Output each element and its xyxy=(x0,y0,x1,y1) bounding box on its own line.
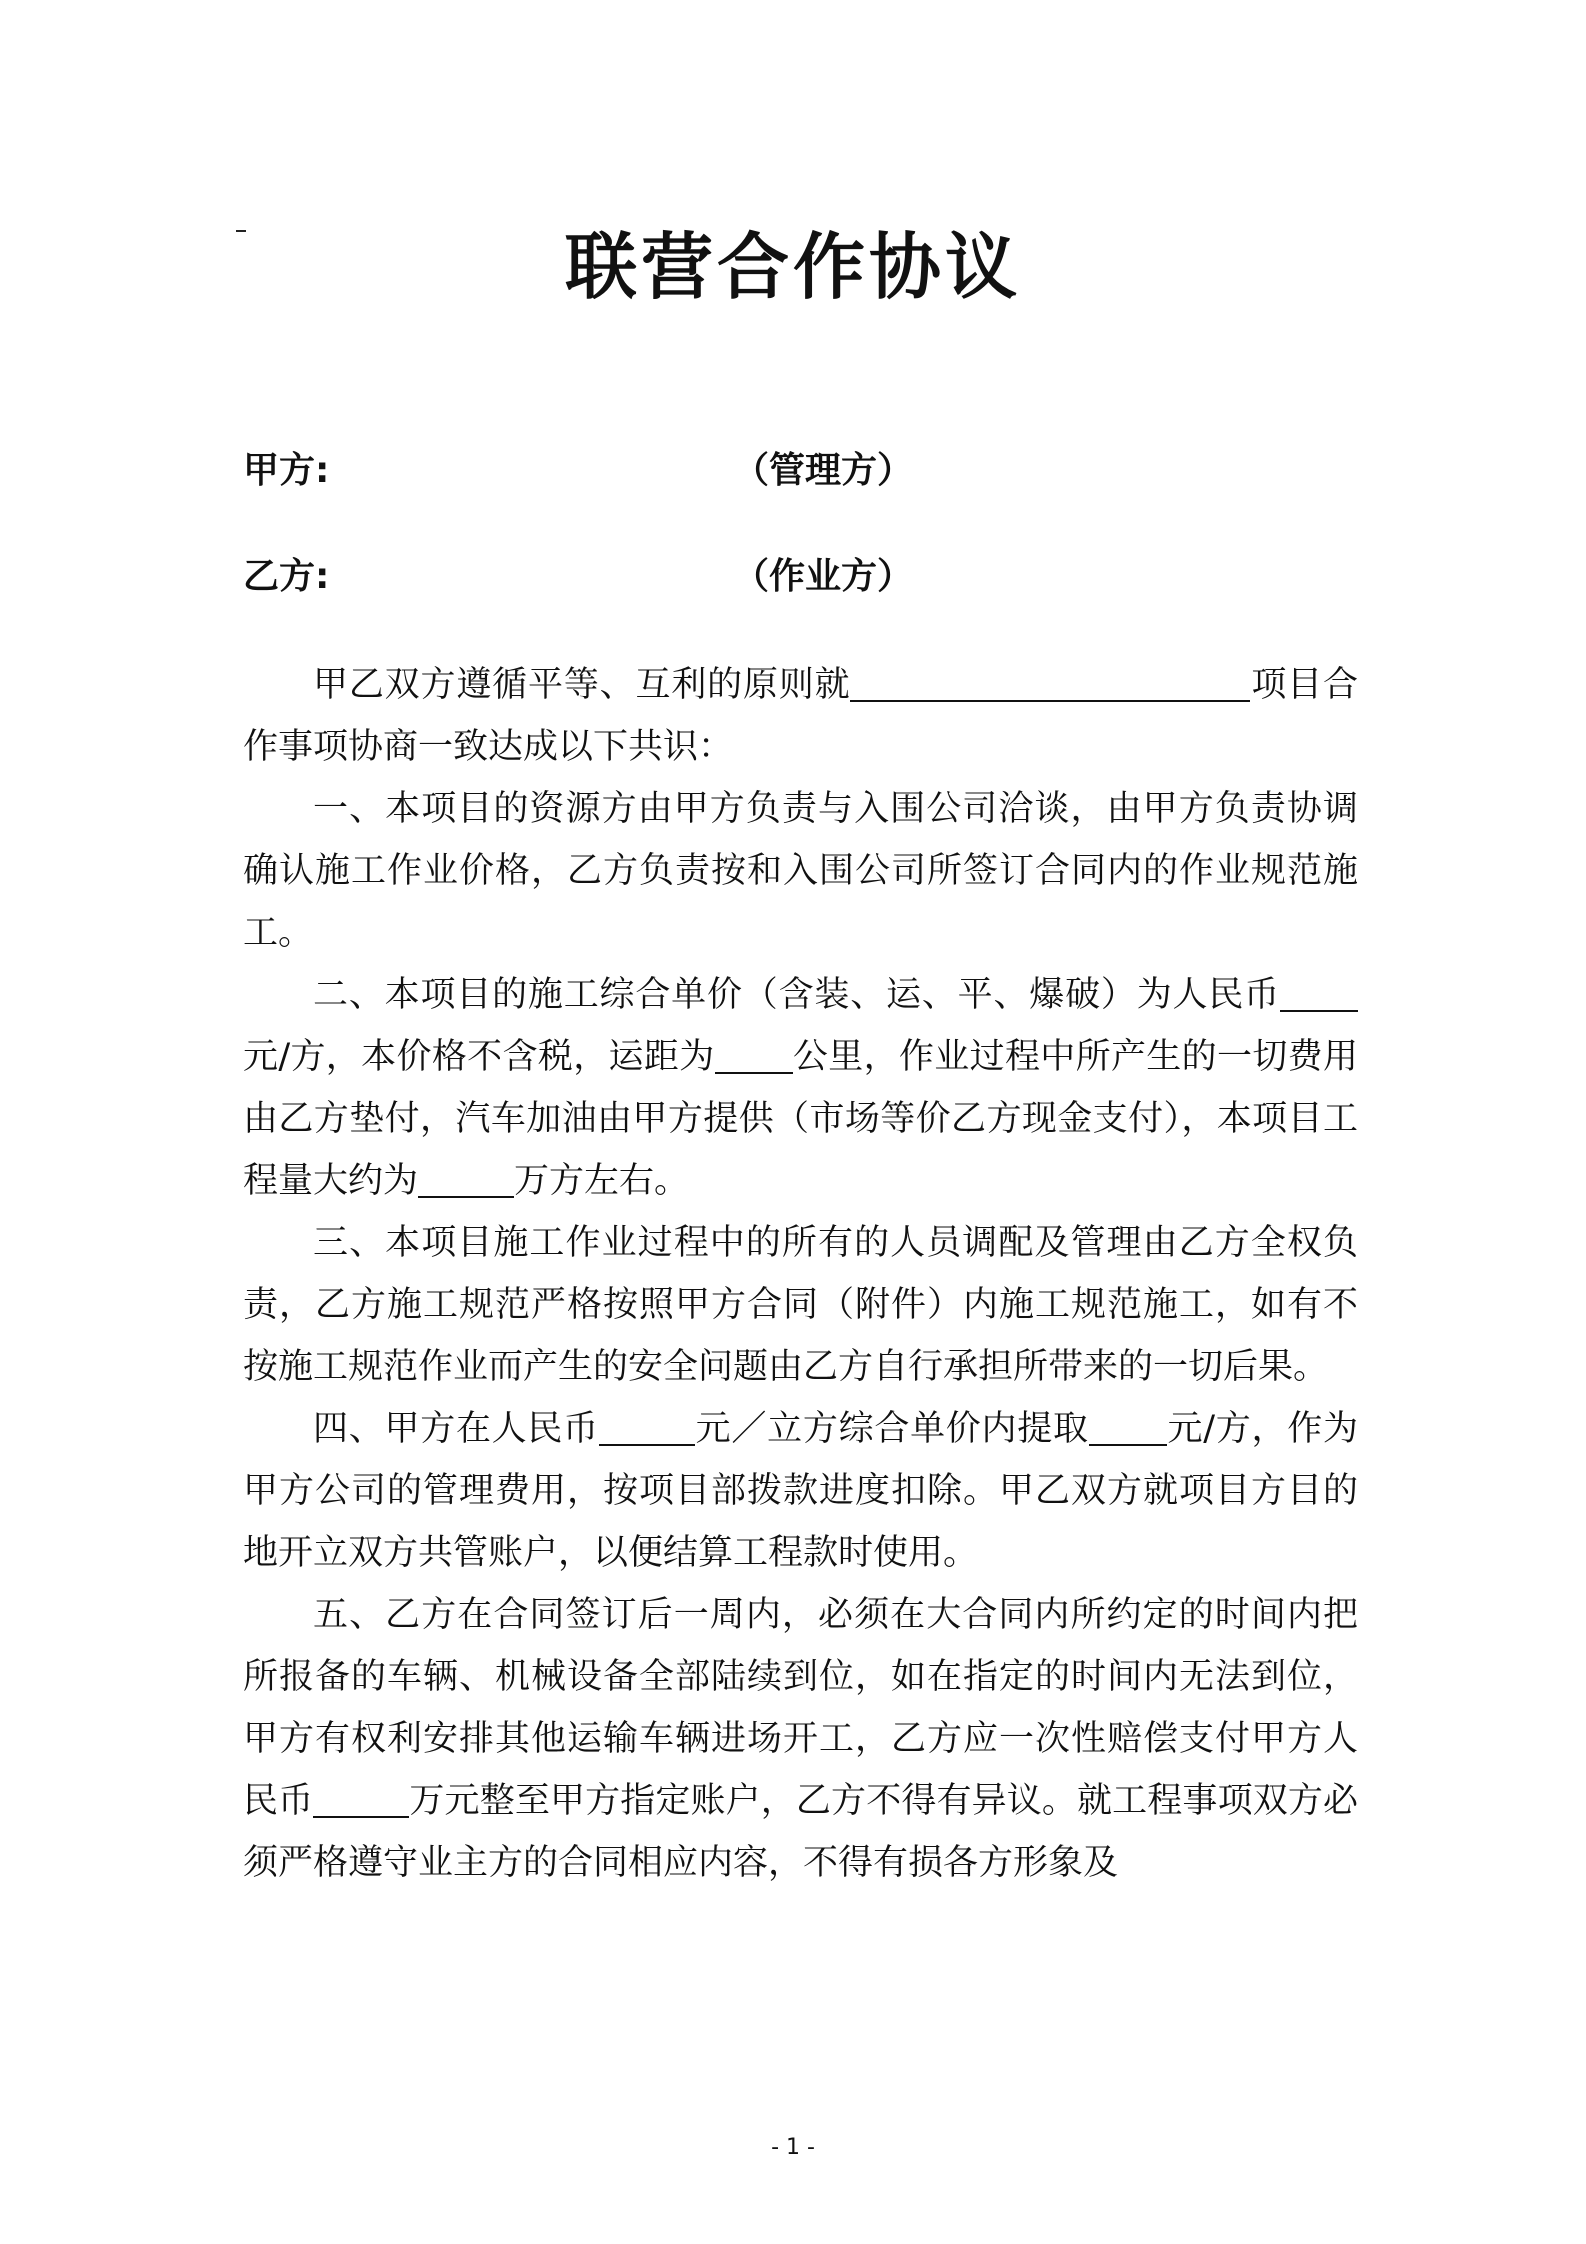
party-a-label: 甲方: xyxy=(243,450,330,491)
project-name-blank xyxy=(850,660,1250,702)
quantity-blank xyxy=(418,1156,514,1198)
clause-1: 一、本项目的资源方由甲方负责与入围公司洽谈，由甲方负责协调确认施工作业价格，乙方负责按和入围公司所签订合同内的作业规范施工。 xyxy=(243,789,1358,953)
clause-2 xyxy=(243,964,1358,1212)
intro-text-a: 甲乙双方遵循平等、互利的原则就 xyxy=(313,665,851,705)
clause-2-text-a: 二、本项目的施工综合单价（含装、运、平、爆破）为人民币 xyxy=(313,975,1280,1015)
clause-4-text-c: 元/方，作为甲方公司的管理费用，按项目部拨款进度扣除。甲乙双方就项目方目的地开立双方共管账户，以便结算工程款时使用。 xyxy=(243,1409,1358,1573)
clause-5-text-a: 五、乙方在合同签订后一周内，必须在大合同内所约定的时间内把所报备的车辆、机械设备全部陆续到位，如在指定的时间内无法到位，甲方有权利安排其他运输车辆进场开工，乙方应一次性赔偿支付甲方人民币 xyxy=(243,1595,1358,1821)
intro-text-b: 项目合作事项协商一致达成以下共识： xyxy=(243,665,1358,767)
management-fee-blank xyxy=(1089,1404,1167,1446)
page-number: - 1 - xyxy=(771,2135,815,2160)
party-b-label: 乙方: xyxy=(243,556,330,597)
compensation-blank xyxy=(313,1776,409,1818)
party-a xyxy=(243,446,914,496)
clause-3: 三、本项目施工作业过程中的所有的人员调配及管理由乙方全权负责，乙方施工规范严格按照甲方合同（附件）内施工规范施工，如有不按施工规范作业而产生的安全问题由乙方自行承担所带来的一切后果。 xyxy=(243,1223,1358,1387)
party-a-role: （管理方） xyxy=(733,450,914,491)
clause-4-text-a: 四、甲方在人民币 xyxy=(313,1409,599,1449)
party-b-role: （作业方） xyxy=(733,556,914,597)
distance-blank xyxy=(715,1032,793,1074)
clause-2-text-b: 元/方，本价格不含税，运距为 xyxy=(243,1037,715,1077)
party-b xyxy=(243,552,914,602)
clause-2-text-c: 公里，作业过程中所产生的一切费用由乙方垫付，汽车加油由甲方提供（市场等价乙方现金支付），本项目工程量大约为 xyxy=(243,1037,1358,1201)
clause-2-text-d: 万方左右。 xyxy=(514,1161,690,1201)
intro-paragraph xyxy=(243,654,1358,778)
agreement-body xyxy=(243,654,1358,1894)
total-price-blank xyxy=(599,1404,695,1446)
clause-5-text-b: 万元整至甲方指定账户，乙方不得有异议。就工程事项双方必须严格遵守业主方的合同相应内容，不得有损各方形象及 xyxy=(243,1781,1358,1883)
document-title: 联营合作协议 xyxy=(564,225,1021,309)
clause-4 xyxy=(243,1398,1358,1584)
clause-5 xyxy=(243,1584,1358,1894)
clause-4-text-b: 元／立方综合单价内提取 xyxy=(694,1409,1089,1449)
unit-price-blank xyxy=(1280,970,1358,1012)
